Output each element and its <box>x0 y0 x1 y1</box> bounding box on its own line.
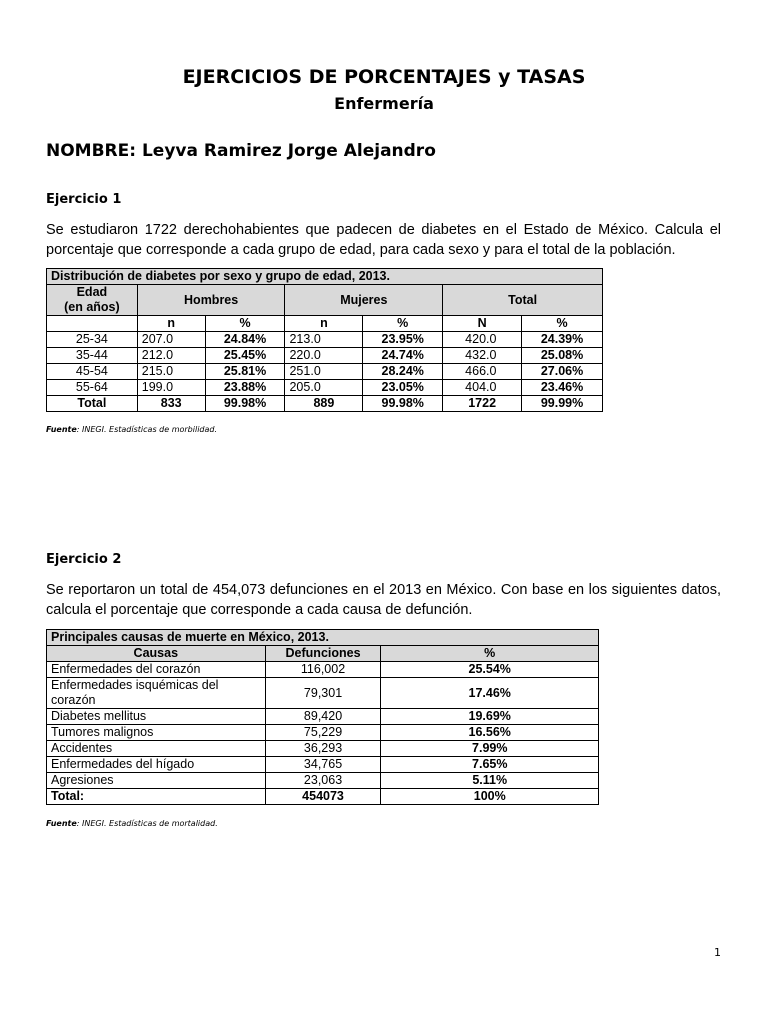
deaths-cell: 116,002 <box>265 662 381 678</box>
cause-cell: Enfermedades del corazón <box>47 662 266 678</box>
n-cell: 432.0 <box>443 348 522 364</box>
table-total-row <box>47 396 603 412</box>
table-caption: Distribución de diabetes por sexo y grupo de edad, 2013. <box>47 269 603 285</box>
pct-cell: 24.39% <box>522 332 603 348</box>
table-header-row <box>47 285 603 316</box>
table-subheader-row <box>47 316 603 332</box>
age-cell: 25-34 <box>47 332 138 348</box>
cause-cell: Accidentes <box>47 741 266 757</box>
cause-cell: Enfermedades isquémicas del corazón <box>47 678 266 709</box>
pct-cell: 25.08% <box>522 348 603 364</box>
pct-cell: 24.74% <box>363 348 443 364</box>
total-cell: 889 <box>285 396 363 412</box>
n-cell: 466.0 <box>443 364 522 380</box>
pct-cell: 16.56% <box>381 725 599 741</box>
cause-cell: Enfermedades del hígado <box>47 757 266 773</box>
subheader-cell: n <box>285 316 363 332</box>
causas-header: Causas <box>47 646 266 662</box>
edad-header: Edad (en años) <box>47 285 138 316</box>
total-cell: 99.99% <box>522 396 603 412</box>
total-cell: 454073 <box>265 789 381 805</box>
n-cell: 199.0 <box>137 380 205 396</box>
n-cell: 220.0 <box>285 348 363 364</box>
deaths-cell: 75,229 <box>265 725 381 741</box>
document-title: EJERCICIOS DE PORCENTAJES y TASAS <box>182 66 586 88</box>
pct-cell: 7.65% <box>381 757 599 773</box>
table-row <box>47 773 599 789</box>
total-label-cell: Total: <box>47 789 266 805</box>
cause-cell: Diabetes mellitus <box>47 709 266 725</box>
table-row <box>47 348 603 364</box>
n-cell: 207.0 <box>137 332 205 348</box>
subheader-cell: % <box>522 316 603 332</box>
pct-cell: 23.46% <box>522 380 603 396</box>
mujeres-header: Mujeres <box>285 285 443 316</box>
total-cell: 100% <box>381 789 599 805</box>
pct-cell: 25.54% <box>381 662 599 678</box>
deaths-cell: 23,063 <box>265 773 381 789</box>
table-row <box>47 332 603 348</box>
pct-cell: 19.69% <box>381 709 599 725</box>
hombres-header: Hombres <box>137 285 285 316</box>
age-cell: 55-64 <box>47 380 138 396</box>
total-cell: 1722 <box>443 396 522 412</box>
subheader-cell: % <box>205 316 285 332</box>
total-cell: 99.98% <box>205 396 285 412</box>
exercise-2-text: Se reportaron un total de 454,073 defunciones en el 2013 en México. Con base en los siguientes datos, calcula el porcentaje que corresponde a cada causa de defunción. <box>46 582 721 618</box>
table-row <box>47 757 599 773</box>
n-cell: 420.0 <box>443 332 522 348</box>
n-cell: 251.0 <box>285 364 363 380</box>
pct-cell: 17.46% <box>381 678 599 709</box>
pct-cell: 23.88% <box>205 380 285 396</box>
deaths-cell: 89,420 <box>265 709 381 725</box>
n-cell: 404.0 <box>443 380 522 396</box>
mortality-table <box>46 629 599 805</box>
pct-cell: 25.45% <box>205 348 285 364</box>
total-label-cell: Total <box>47 396 138 412</box>
exercise-1-heading: Ejercicio 1 <box>46 192 122 207</box>
n-cell: 213.0 <box>285 332 363 348</box>
table-header-row <box>47 646 599 662</box>
source-note-2: Fuente: INEGI. Estadísticas de mortalidad. <box>46 819 218 828</box>
pct-cell: 23.95% <box>363 332 443 348</box>
table-total-row <box>47 789 599 805</box>
table-row <box>47 709 599 725</box>
exercise-2-heading: Ejercicio 2 <box>46 552 122 567</box>
subheader-cell: n <box>137 316 205 332</box>
table-row <box>47 678 599 709</box>
total-cell: 99.98% <box>363 396 443 412</box>
defunciones-header: Defunciones <box>265 646 381 662</box>
total-header: Total <box>443 285 603 316</box>
n-cell: 212.0 <box>137 348 205 364</box>
n-cell: 205.0 <box>285 380 363 396</box>
cause-cell: Tumores malignos <box>47 725 266 741</box>
pct-header: % <box>381 646 599 662</box>
subheader-cell: % <box>363 316 443 332</box>
table-row <box>47 364 603 380</box>
pct-cell: 23.05% <box>363 380 443 396</box>
source-note-1: Fuente: INEGI. Estadísticas de morbilidad. <box>46 425 218 434</box>
table-caption: Principales causas de muerte en México, 2013. <box>47 630 599 646</box>
student-name: NOMBRE: Leyva Ramirez Jorge Alejandro <box>46 141 436 161</box>
pct-cell: 28.24% <box>363 364 443 380</box>
pct-cell: 24.84% <box>205 332 285 348</box>
pct-cell: 25.81% <box>205 364 285 380</box>
table-row <box>47 380 603 396</box>
deaths-cell: 34,765 <box>265 757 381 773</box>
table-row <box>47 725 599 741</box>
subheader-cell: N <box>443 316 522 332</box>
pct-cell: 27.06% <box>522 364 603 380</box>
exercise-1-text: Se estudiaron 1722 derechohabientes que padecen de diabetes en el Estado de México. Calcula el porcentaje que corresponde a cada grupo de edad, para cada sexo y para el total de la población. <box>46 222 721 258</box>
empty-cell <box>47 316 138 332</box>
table-row <box>47 662 599 678</box>
table-row <box>47 741 599 757</box>
age-cell: 45-54 <box>47 364 138 380</box>
total-cell: 833 <box>137 396 205 412</box>
cause-cell: Agresiones <box>47 773 266 789</box>
pct-cell: 7.99% <box>381 741 599 757</box>
n-cell: 215.0 <box>137 364 205 380</box>
table-caption-row <box>47 269 603 285</box>
table-caption-row <box>47 630 599 646</box>
pct-cell: 5.11% <box>381 773 599 789</box>
page-number: 1 <box>714 946 721 959</box>
document-subtitle: Enfermería <box>334 94 434 113</box>
deaths-cell: 36,293 <box>265 741 381 757</box>
deaths-cell: 79,301 <box>265 678 381 709</box>
diabetes-table <box>46 268 603 412</box>
age-cell: 35-44 <box>47 348 138 364</box>
